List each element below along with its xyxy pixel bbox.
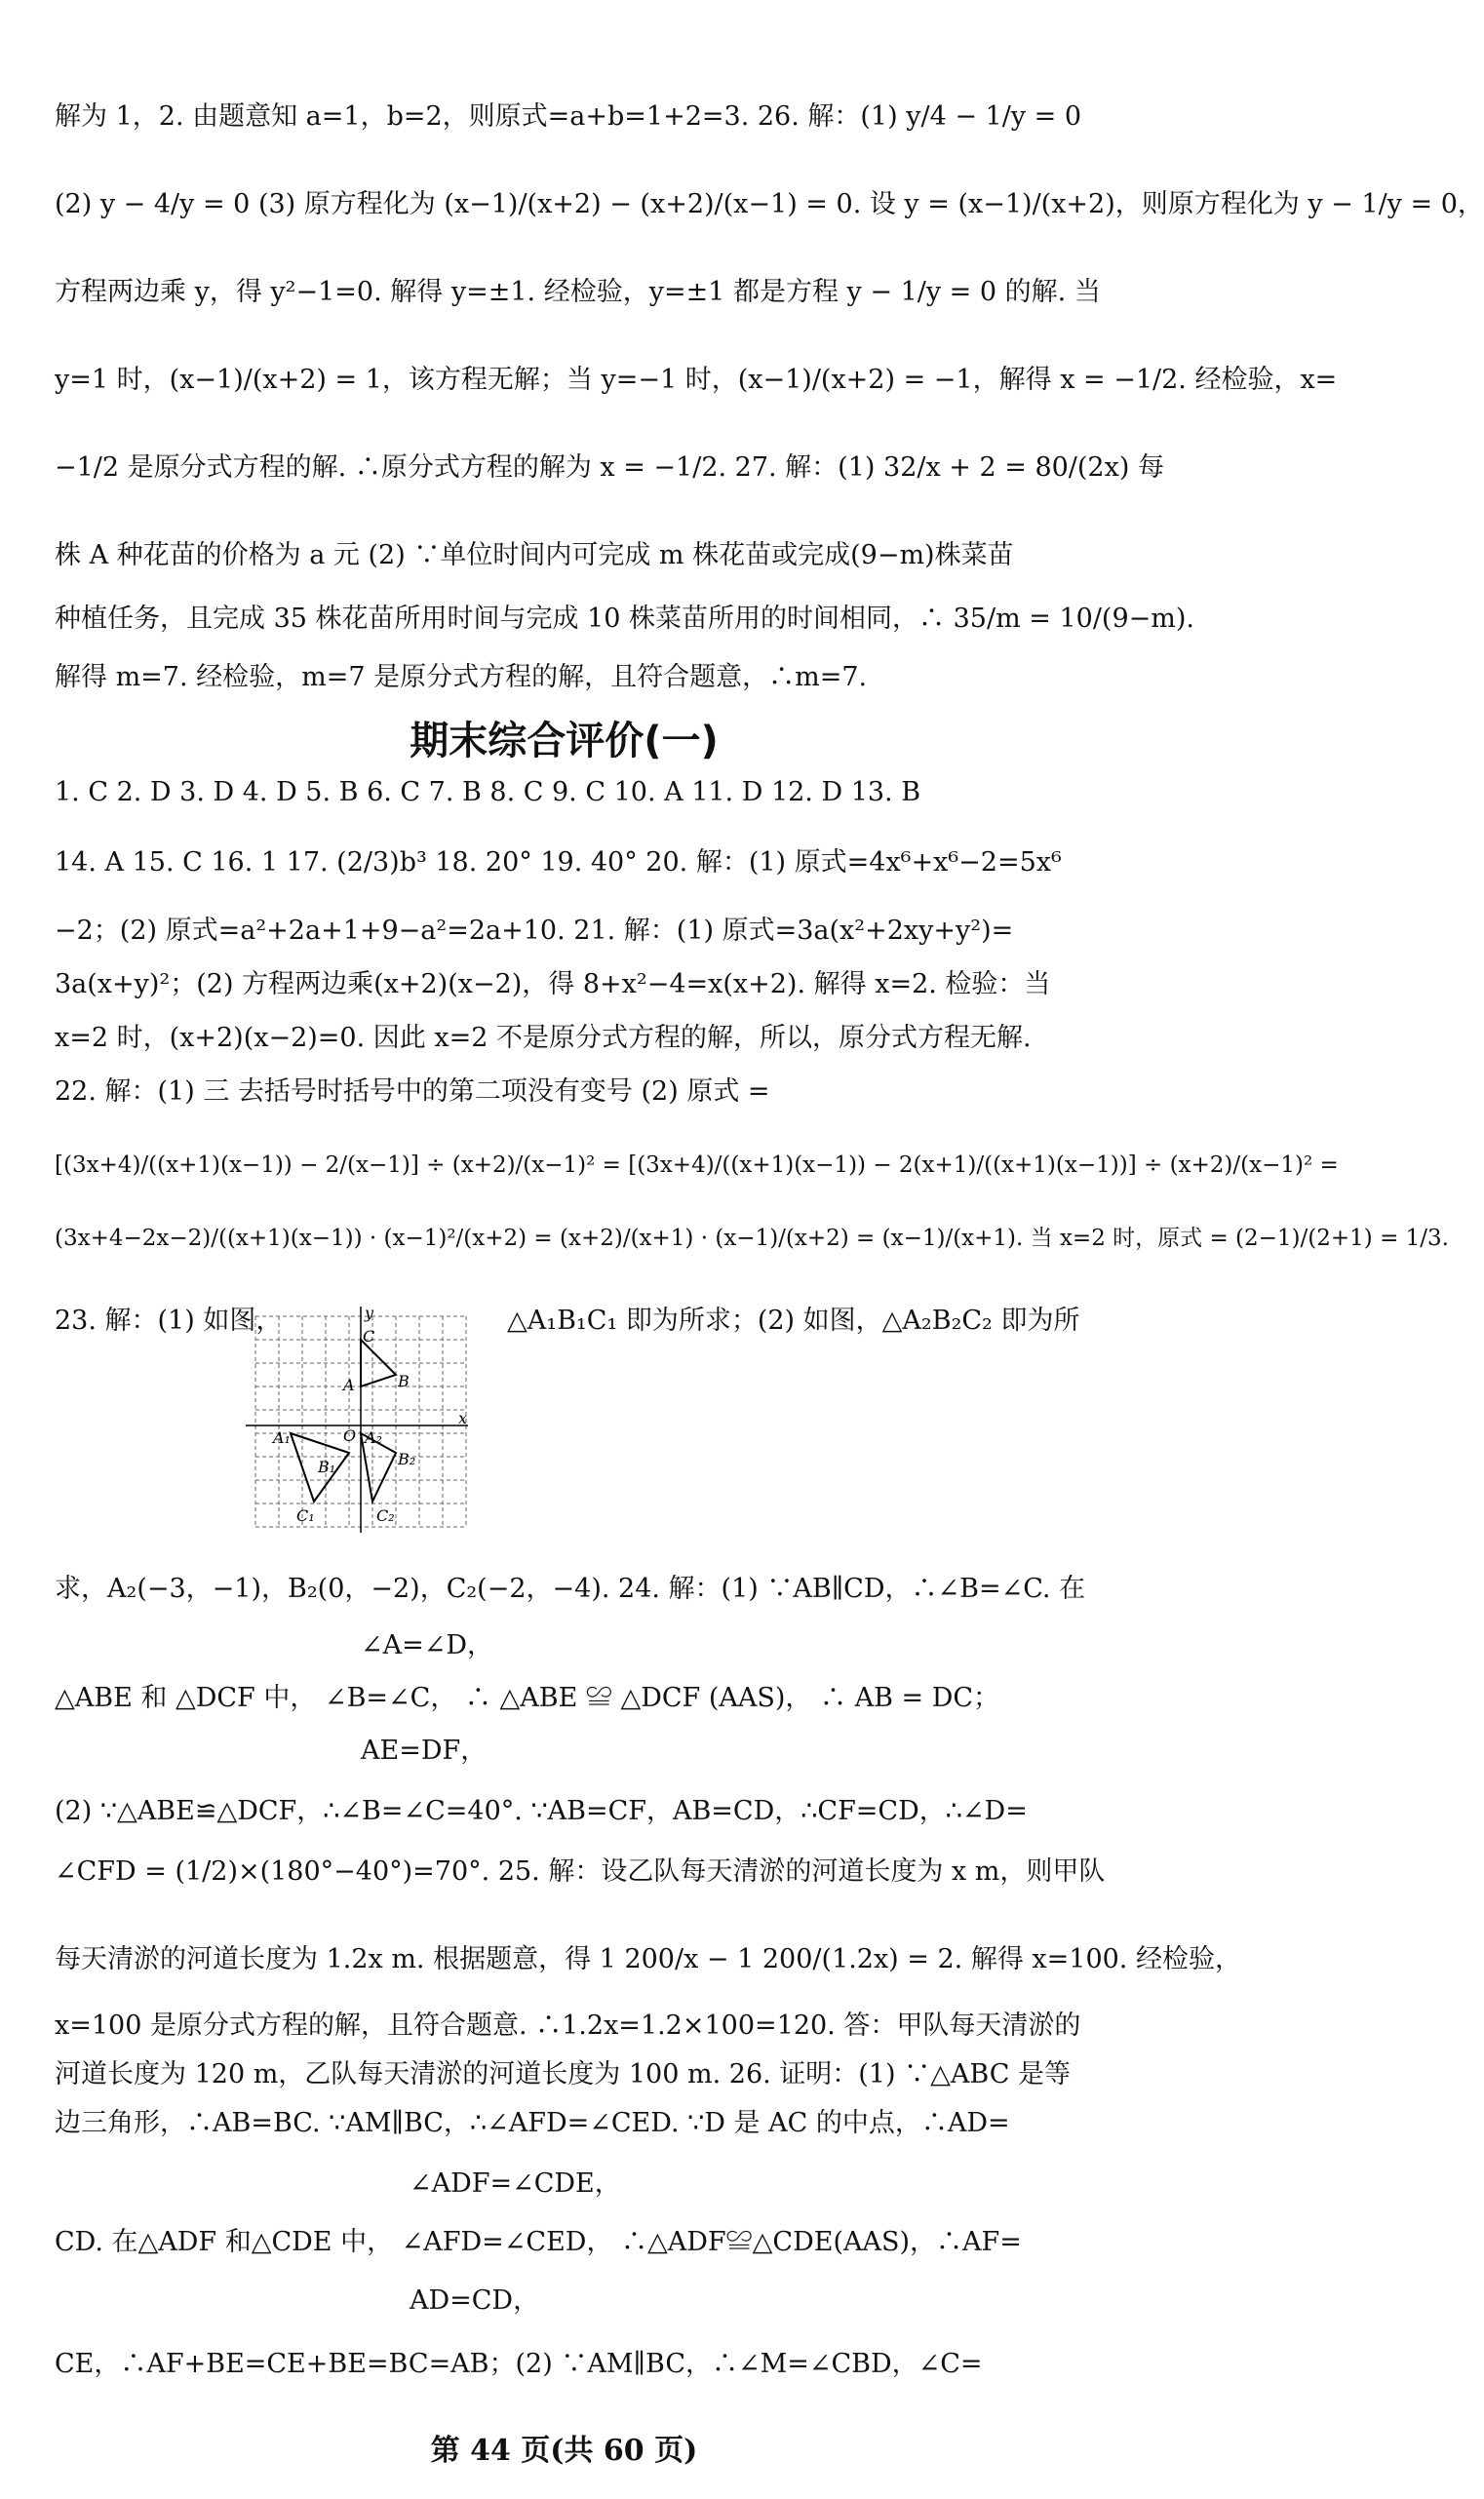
- page-footer: 第 44 页(共 60 页): [430, 2434, 698, 2468]
- text-line: 解得 m=7. 经检验，m=7 是原分式方程的解，且符合题意，∴m=7.: [55, 662, 868, 692]
- brace-line: AE=DF，: [361, 1736, 488, 1766]
- text-line: x=100 是原分式方程的解，且符合题意. ∴1.2x=1.2×100=120. 答：甲队每天清淤的: [55, 2011, 1081, 2041]
- origin-label: O: [343, 1426, 357, 1445]
- text-line: (3x+4−2x−2)/((x+1)(x−1)) · (x−1)²/(x+2) = (x+2)/(x+1) · (x−1)/(x+2) = (x−1)/(x+1). 当 x=2 时，原式 = (2−1)/(2+1) = 1/3.: [55, 1226, 1449, 1251]
- text-line: (2) y − 4/y = 0 (3) 原方程化为 (x−1)/(x+2) − (x+2)/(x−1) = 0. 设 y = (x−1)/(x+2)，则原方程化为 y − 1/y = 0，: [55, 189, 1484, 219]
- q23-prefix: 23. 解：(1) 如图，: [55, 1306, 283, 1336]
- text-line: 边三角形，∴AB=BC. ∵AM∥BC，∴∠AFD=∠CED. ∵D 是 AC 的中点，∴AD=: [55, 2108, 1010, 2138]
- label-a1: A₁: [273, 1428, 291, 1447]
- text-line: −1/2 是原分式方程的解. ∴原分式方程的解为 x = −1/2. 27. 解：(1) 32/x + 2 = 80/(2x) 每: [55, 452, 1164, 483]
- section-title: 期末综合评价(一): [410, 719, 719, 763]
- q23-right: △A₁B₁C₁ 即为所求；(2) 如图，△A₂B₂C₂ 即为所: [507, 1306, 1080, 1336]
- axis-label-y: y: [365, 1304, 374, 1322]
- text-line: 求，A₂(−3，−1)，B₂(0，−2)，C₂(−2，−4). 24. 解：(1) ∵AB∥CD，∴∠B=∠C. 在: [55, 1574, 1086, 1604]
- text-line: 株 A 种花苗的价格为 a 元 (2) ∵单位时间内可完成 m 株花苗或完成(9−m)株菜苗: [55, 540, 1014, 570]
- text-line: y=1 时，(x−1)/(x+2) = 1，该方程无解；当 y=−1 时，(x−1)/(x+2) = −1，解得 x = −1/2. 经检验，x=: [55, 365, 1338, 395]
- label-a: A: [343, 1376, 355, 1394]
- label-b1: B₁: [318, 1458, 336, 1476]
- text-line: −2；(2) 原式=a²+2a+1+9−a²=2a+10. 21. 解：(1) 原式=3a(x²+2xy+y²)=: [55, 916, 1014, 946]
- text-line: 每天清淤的河道长度为 1.2x m. 根据题意，得 1 200/x − 1 200/(1.2x) = 2. 解得 x=100. 经检验，: [55, 1944, 1241, 1974]
- text-line: 种植任务，且完成 35 株花苗所用时间与完成 10 株菜苗所用的时间相同，∴ 35/m = 10/(9−m).: [55, 604, 1194, 634]
- text-line: 3a(x+y)²；(2) 方程两边乘(x+2)(x−2)，得 8+x²−4=x(x+2). 解得 x=2. 检验：当: [55, 969, 1051, 999]
- label-c1: C₁: [296, 1506, 315, 1525]
- text-line: 河道长度为 120 m，乙队每天清淤的河道长度为 100 m. 26. 证明：(1) ∵△ABC 是等: [55, 2059, 1071, 2089]
- brace-line: ∠A=∠D，: [361, 1630, 494, 1660]
- text-line: CE，∴AF+BE=CE+BE=BC=AB；(2) ∵AM∥BC，∴∠M=∠CBD，∠C=: [55, 2349, 983, 2379]
- text-line: [(3x+4)/((x+1)(x−1)) − 2/(x−1)] ÷ (x+2)/(x−1)² = [(3x+4)/((x+1)(x−1)) − 2(x+1)/((x+1)(x−1))] ÷ (x+2)/(x−1)² =: [55, 1152, 1339, 1178]
- answer-line: 1. C 2. D 3. D 4. D 5. B 6. C 7. B 8. C 9. C 10. A 11. D 12. D 13. B: [55, 777, 921, 807]
- brace-line: ∠ADF=∠CDE，: [410, 2168, 621, 2199]
- axis-label-x: x: [458, 1409, 468, 1427]
- text-line: x=2 时，(x+2)(x−2)=0. 因此 x=2 不是原分式方程的解，所以，原分式方程无解.: [55, 1023, 1032, 1053]
- text-line: 22. 解：(1) 三 去括号时括号中的第二项没有变号 (2) 原式 =: [55, 1076, 770, 1107]
- text-line: 解为 1，2. 由题意知 a=1，b=2，则原式=a+b=1+2=3. 26. 解：(1) y/4 − 1/y = 0: [55, 101, 1082, 132]
- text-line: ∠CFD = (1/2)×(180°−40°)=70°. 25. 解：设乙队每天清淤的河道长度为 x m，则甲队: [55, 1856, 1106, 1887]
- text-line: 方程两边乘 y，得 y²−1=0. 解得 y=±1. 经检验，y=±1 都是方程 y − 1/y = 0 的解. 当: [55, 277, 1101, 307]
- label-a2: A₂: [365, 1428, 382, 1447]
- label-c: C: [363, 1327, 375, 1346]
- text-line: (2) ∵△ABE≌△DCF，∴∠B=∠C=40°. ∵AB=CF，AB=CD，∴CF=CD，∴∠D=: [55, 1796, 1028, 1826]
- text-line: CD. 在△ADF 和△CDE 中， ∠AFD=∠CED， ∴△ADF≌△CDE(AAS)，∴AF=: [55, 2227, 1022, 2257]
- brace-line: AD=CD，: [410, 2285, 540, 2316]
- text-line: △ABE 和 △DCF 中， ∠B=∠C， ∴ △ABE ≌ △DCF (AAS)， ∴ AB = DC；: [55, 1683, 1000, 1713]
- label-b: B: [398, 1372, 410, 1390]
- label-c2: C₂: [376, 1506, 395, 1525]
- label-b2: B₂: [398, 1450, 416, 1468]
- answer-line: 14. A 15. C 16. 1 17. (2/3)b³ 18. 20° 19. 40° 20. 解：(1) 原式=4x⁶+x⁶−2=5x⁶: [55, 847, 1062, 878]
- coordinate-grid-figure: [246, 1304, 472, 1537]
